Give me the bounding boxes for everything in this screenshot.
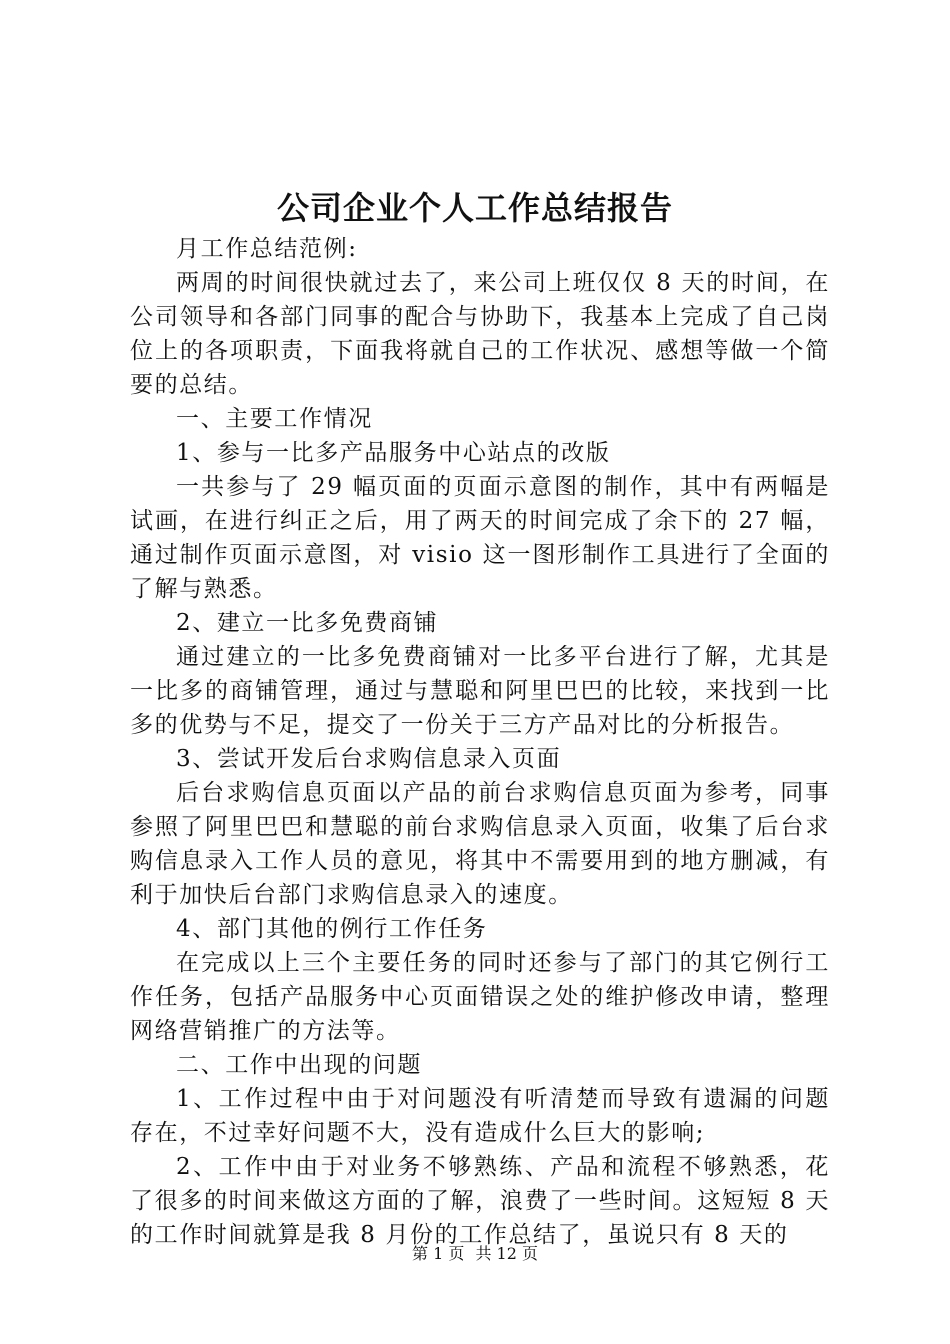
document-title: 公司企业个人工作总结报告 bbox=[276, 189, 673, 227]
subheading-backend-page: 3、尝试开发后台求购信息录入页面 bbox=[176, 746, 562, 772]
section-heading-main-work: 一、主要工作情况 bbox=[176, 406, 373, 432]
paragraph-problem-1: 1、工作过程中由于对问题没有听清楚而导致有遗漏的问题存在，不过幸好问题不大，没有造成什么巨大的影响; bbox=[130, 1086, 830, 1146]
paragraph-backend-page: 后台求购信息页面以产品的前台求购信息页面为参考，同事参照了阿里巴巴和慧聪的前台求购信息录入页面，收集了后台求购信息录入工作人员的意见，将其中不需要用到的地方删减，有利于加快后台部门求购信息录入的速度。 bbox=[130, 780, 830, 908]
subheading-site-redesign: 1、参与一比多产品服务中心站点的改版 bbox=[176, 440, 611, 466]
subheading-routine-tasks: 4、部门其他的例行工作任务 bbox=[176, 916, 488, 942]
section-heading-problems: 二、工作中出现的问题 bbox=[176, 1052, 422, 1078]
page-footer bbox=[0, 1242, 950, 1266]
subheading-free-shop: 2、建立一比多免费商铺 bbox=[176, 610, 439, 636]
paragraph-free-shop: 通过建立的一比多免费商铺对一比多平台进行了解，尤其是一比多的商铺管理，通过与慧聪和阿里巴巴的比较，来找到一比多的优势与不足，提交了一份关于三方产品对比的分析报告。 bbox=[130, 644, 830, 738]
paragraph-intro: 月工作总结范例: bbox=[176, 236, 358, 262]
page-number-current: 第 1 页 bbox=[412, 1244, 465, 1263]
paragraph-problem-2: 2、工作中由于对业务不够熟练、产品和流程不够熟悉，花了很多的时间来做这方面的了解，浪费了一些时间。这短短 8 天的工作时间就算是我 8 月份的工作总结了，虽说只有 8 天的 bbox=[130, 1154, 830, 1248]
paragraph-overview: 两周的时间很快就过去了，来公司上班仅仅 8 天的时间，在公司领导和各部门同事的配合与协助下，我基本上完成了自己岗位上的各项职责，下面我将就自己的工作状况、感想等做一个简要的总结。 bbox=[130, 270, 830, 398]
paragraph-routine-tasks: 在完成以上三个主要任务的同时还参与了部门的其它例行工作任务，包括产品服务中心页面错误之处的维护修改申请，整理网络营销推广的方法等。 bbox=[130, 950, 830, 1044]
paragraph-site-redesign: 一共参与了 29 幅页面的页面示意图的制作，其中有两幅是试画，在进行纠正之后，用了两天的时间完成了余下的 27 幅，通过制作页面示意图，对 visio 这一图形制作工具进行了全面的了解与熟悉。 bbox=[130, 474, 830, 602]
document-body bbox=[130, 232, 830, 1252]
page-number-total: 共 12 页 bbox=[475, 1244, 538, 1263]
